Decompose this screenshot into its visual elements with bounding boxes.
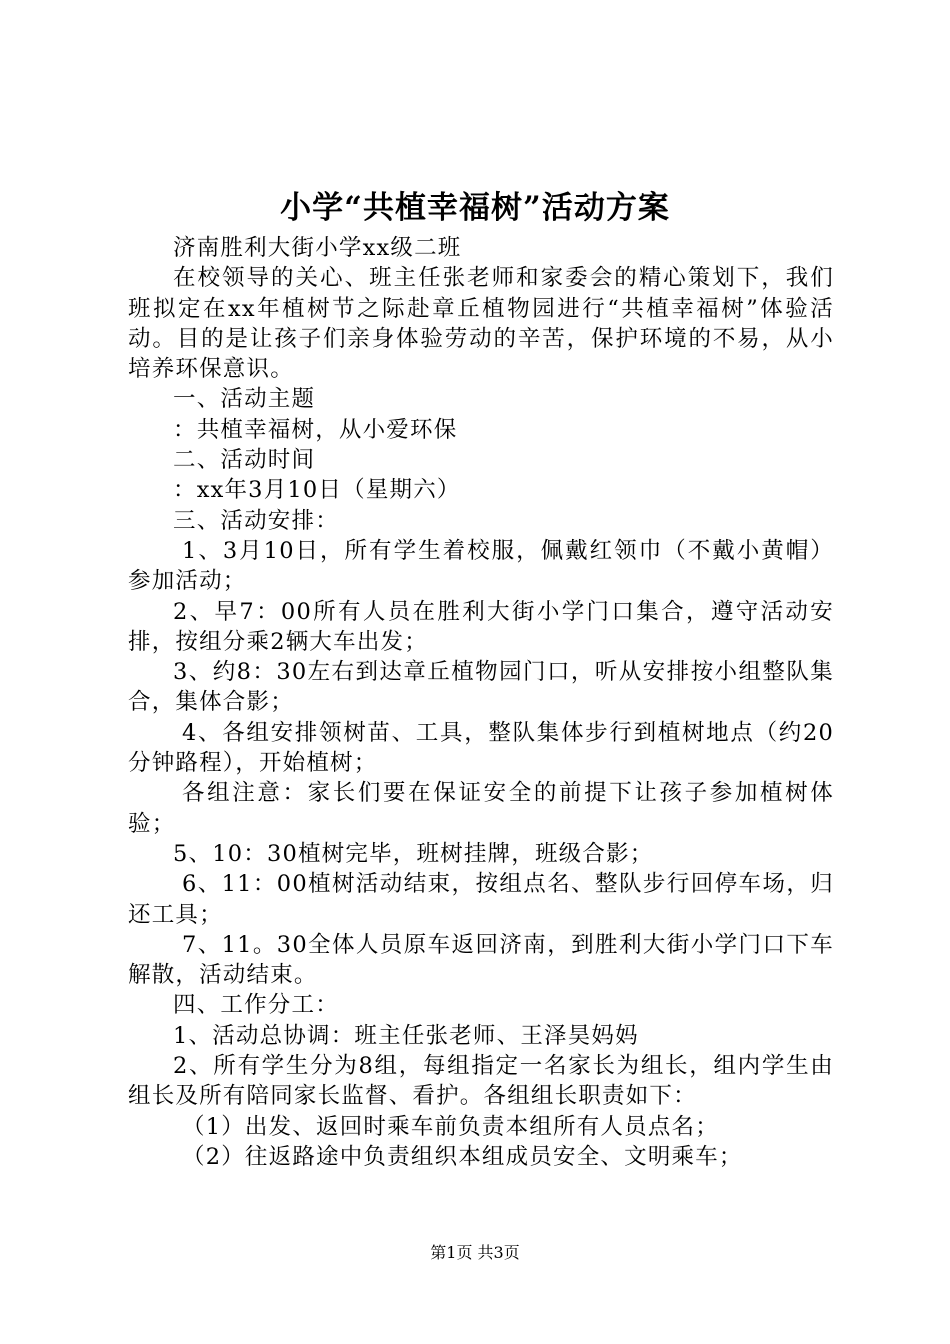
list-item-arrangement-6: 6、11：00植树活动结束，按组点名、整队步行回停车场，归还工具； [128, 871, 834, 928]
list-item-division-1: 1、活动总协调：班主任张老师、王泽昊妈妈 [173, 1022, 639, 1049]
document-title: 小学“共植幸福树”活动方案 [280, 190, 670, 226]
paragraph-intro: 在校领导的关心、班主任张老师和家委会的精心策划下，我们班拟定在xx年植树节之际赴章丘植物园进行“共植幸福树”体验活动。目的是让孩子们亲身体验劳动的辛苦，保护环境的不易，从小培养环保意识。 [128, 265, 834, 383]
list-item-duty-1: （1）出发、返回时乘车前负责本组所有人员点名； [182, 1113, 719, 1140]
list-item-arrangement-2: 2、早7：00所有人员在胜利大街小学门口集合，遵守活动安排，按组分乘2辆大车出发； [128, 598, 834, 655]
paragraph-school-class: 济南胜利大街小学xx级二班 [173, 235, 462, 261]
heading-division: 四、工作分工： [173, 992, 339, 1019]
document-body [128, 233, 834, 1172]
heading-theme: 一、活动主题 [173, 386, 316, 413]
list-item-arrangement-7: 7、11。30全体人员原车返回济南，到胜利大街小学门口下车解散，活动结束。 [128, 931, 834, 989]
paragraph-time: ：xx年3月10日（星期六） [173, 477, 461, 504]
list-item-arrangement-3: 3、约8：30左右到达章丘植物园门口，听从安排按小组整队集合，集体合影； [128, 659, 834, 716]
list-item-arrangement-1: 1、3月10日，所有学生着校服，佩戴红领巾（不戴小黄帽）参加活动； [128, 537, 834, 595]
list-item-arrangement-5: 5、10：30植树完毕，班树挂牌，班级合影； [173, 840, 654, 867]
page-number-footer: 第1页 共3页 [430, 1243, 520, 1262]
list-item-duty-2: （2）往返路途中负责组织本组成员安全、文明乘车； [182, 1143, 743, 1170]
list-item-arrangement-4: 4、各组安排领树苗、工具，整队集体步行到植树地点（约20分钟路程），开始植树； [128, 719, 834, 777]
heading-time: 二、活动时间 [173, 447, 316, 474]
paragraph-group-notice: 各组注意：家长们要在保证安全的前提下让孩子参加植树体验； [128, 780, 834, 837]
list-item-division-2: 2、所有学生分为8组，每组指定一名家长为组长，组内学生由组长及所有陪同家长监督、看护。各组组长职责如下： [128, 1053, 834, 1110]
heading-arrangement: 三、活动安排： [173, 507, 339, 534]
paragraph-theme: ：共植幸福树，从小爱环保 [173, 416, 458, 443]
